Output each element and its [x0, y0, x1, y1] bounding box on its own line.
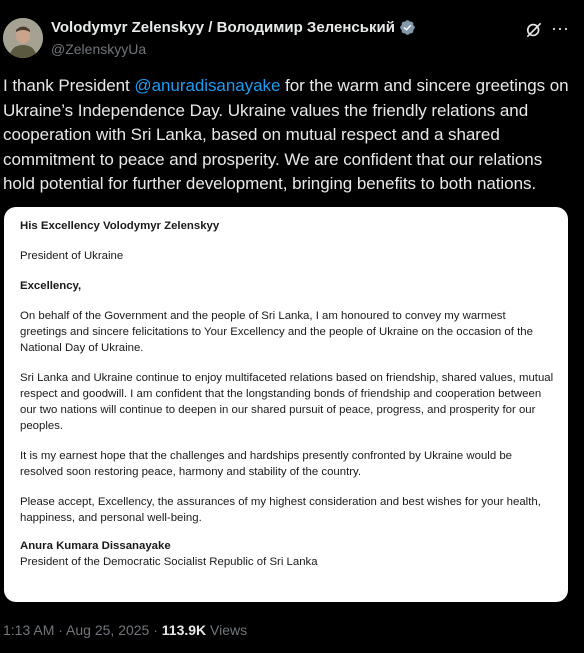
views-label: Views: [206, 622, 248, 638]
letter-addressee: His Excellency Volodymyr Zelenskyy: [20, 220, 220, 232]
mention-link[interactable]: @anuradisanayake: [134, 76, 281, 95]
letter-body: [20, 218, 555, 570]
letter-paragraph-2: Sri Lanka and Ukraine continue to enjoy multifaceted relations based on friendship, shared values, mutual respect and goodwill. I am confident that the longstanding bonds of friendship and cooperation between our two nations will continue to deepen in our shared pursuit of peace, progress, and prosperity for our peoples.: [20, 372, 554, 432]
author-name[interactable]: Volodymyr Zelenskyy / Володимир Зеленський: [51, 19, 395, 36]
tweet-text-start: I thank President: [3, 76, 135, 95]
letter-signatory: Anura Kumara Dissanayake: [20, 540, 171, 552]
tweet-time[interactable]: 1:13 AM: [3, 622, 55, 638]
grok-icon[interactable]: [524, 20, 544, 40]
separator: ·: [54, 622, 67, 638]
more-options-icon[interactable]: ···: [551, 18, 569, 38]
letter-addressee-title: President of Ukraine: [20, 250, 124, 262]
avatar[interactable]: [3, 18, 43, 58]
tweet-footer: [3, 622, 247, 638]
separator: ·: [149, 622, 162, 638]
verified-badge-icon: [399, 19, 416, 36]
letter-signatory-title: President of the Democratic Socialist Republic of Sri Lanka: [20, 556, 318, 568]
tweet-date[interactable]: Aug 25, 2025: [66, 622, 150, 638]
author-name-line[interactable]: [51, 19, 416, 36]
letter-salutation: Excellency,: [20, 280, 82, 292]
tweet-text: [3, 74, 578, 197]
tweet-text-end: for the warm and sincere greetings on Ukraine’s Independence Day. Ukraine values the friendly relations and cooperation with Sri Lanka, based on mutual respect and a shared commitment to peace and prosperity. We are confident that our relations hold potential for further development, bringing benefits to both nations.: [3, 76, 569, 194]
letter-paragraph-1: On behalf of the Government and the people of Sri Lanka, I am honoured to convey my warmest greetings and sincere felicitations to Your Excellency and the people of Ukraine on the occasion of the National Day of Ukraine.: [20, 310, 533, 354]
letter-paragraph-4: Please accept, Excellency, the assurances of my highest consideration and best wishes for your health, happiness, and personal well-being.: [20, 496, 541, 524]
letter-paragraph-3: It is my earnest hope that the challenges and hardships presently confronted by Ukraine would be resolved soon restoring peace, harmony and stability of the country.: [20, 450, 512, 478]
tweet-header: [0, 0, 584, 70]
views-count[interactable]: 113.9K: [161, 622, 207, 638]
author-handle[interactable]: @ZelenskyyUa: [51, 41, 147, 57]
letter-image[interactable]: [4, 207, 568, 602]
